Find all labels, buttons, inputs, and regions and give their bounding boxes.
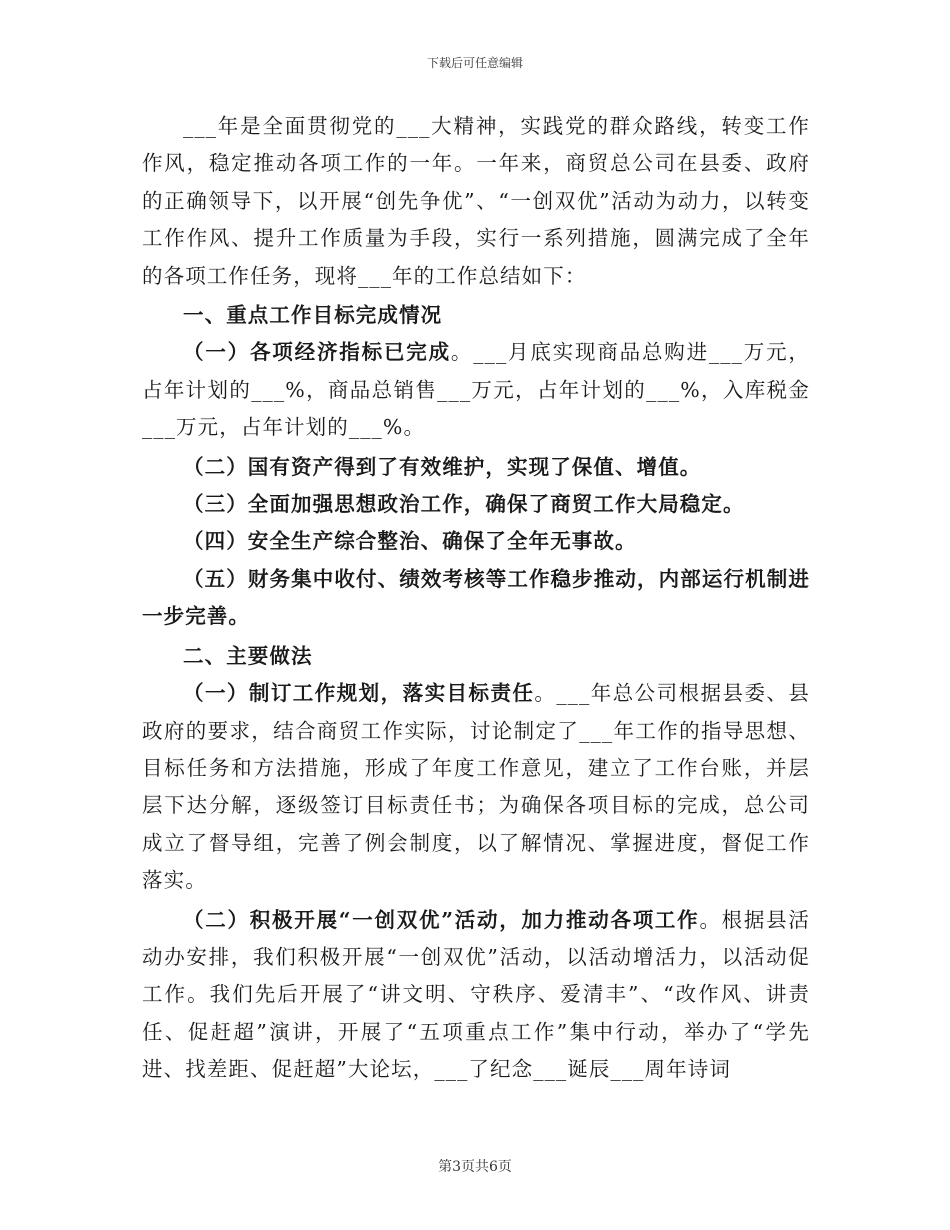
- paragraph-bold-lead: （一）各项经济指标已完成: [183, 340, 451, 365]
- paragraph-text: 。___年总公司根据县委、县政府的要求，结合商贸工作实际，讨论制定了___年工作的指导思想、目标任务和方法措施，形成了年度工作意见，建立了工作台账，并层层下达分解，逐级签订目标责任书；为确保各项目标的完成，总公司成立了督导组，完善了例会制度，以了解情况、掌握进度，督促工作落实。: [142, 681, 810, 893]
- section-heading-2: [142, 638, 810, 675]
- paragraph-finance: [142, 561, 810, 636]
- document-body: [142, 108, 810, 1089]
- paragraph-work-planning: [142, 675, 810, 899]
- paragraph-political-work: [142, 486, 810, 523]
- section-heading-1: [142, 297, 810, 334]
- paragraph-bold-lead: （三）全面加强思想政治工作，确保了商贸工作大局稳定。: [183, 492, 745, 517]
- page-number: 第3页共6页: [438, 1159, 512, 1175]
- heading-text: 一、重点工作目标完成情况: [183, 303, 443, 328]
- paragraph-bold-lead: （二）国有资产得到了有效维护，实现了保值、增值。: [183, 454, 702, 479]
- page-header-note: 下载后可任意编辑: [426, 56, 523, 70]
- paragraph-bold-lead: （五）财务集中收付、绩效考核等工作稳步推动，内部运行机制进一步完善。: [142, 566, 810, 629]
- heading-text: 二、主要做法: [183, 643, 313, 668]
- intro-paragraph: [142, 108, 810, 295]
- paragraph-activities: [142, 902, 810, 1089]
- paragraph-state-assets: [142, 449, 810, 486]
- paragraph-text: 。根据县活动办安排，我们积极开展“一创双优”活动，以活动增活力，以活动促工作。我们先后开展了“讲文明、守秩序、爱清丰”、“改作风、讲责任、促赶超”演讲，开展了“五项重点工作”集中行动，举办了“学先进、找差距、促赶超”大论坛，___了纪念___诞辰___周年诗词: [142, 907, 811, 1082]
- paragraph-safety: [142, 523, 810, 560]
- paragraph-bold-lead: （二）积极开展“一创双优”活动，加力推动各项工作: [183, 907, 700, 932]
- paragraph-text: 。___月底实现商品总购进___万元，占年计划的___%，商品总销售___万元，占年计划的___%，入库税金___万元，占年计划的___%。: [142, 340, 810, 440]
- paragraph-bold-lead: （四）安全生产综合整治、确保了全年无事故。: [183, 529, 637, 554]
- paragraph-economic-indicators: [142, 334, 810, 446]
- paragraph-bold-lead: （一）制订工作规划，落实目标责任: [183, 681, 535, 706]
- paragraph-text: ___年是全面贯彻党的___大精神，实践党的群众路线，转变工作作风，稳定推动各项工作的一年。一年来，商贸总公司在县委、政府的正确领导下，以开展“创先争优”、“一创双优”活动为动力，以转变工作作风、提升工作质量为手段，实行一系列措施，圆满完成了全年的各项工作任务，现将___年的工作总结如下：: [142, 114, 810, 288]
